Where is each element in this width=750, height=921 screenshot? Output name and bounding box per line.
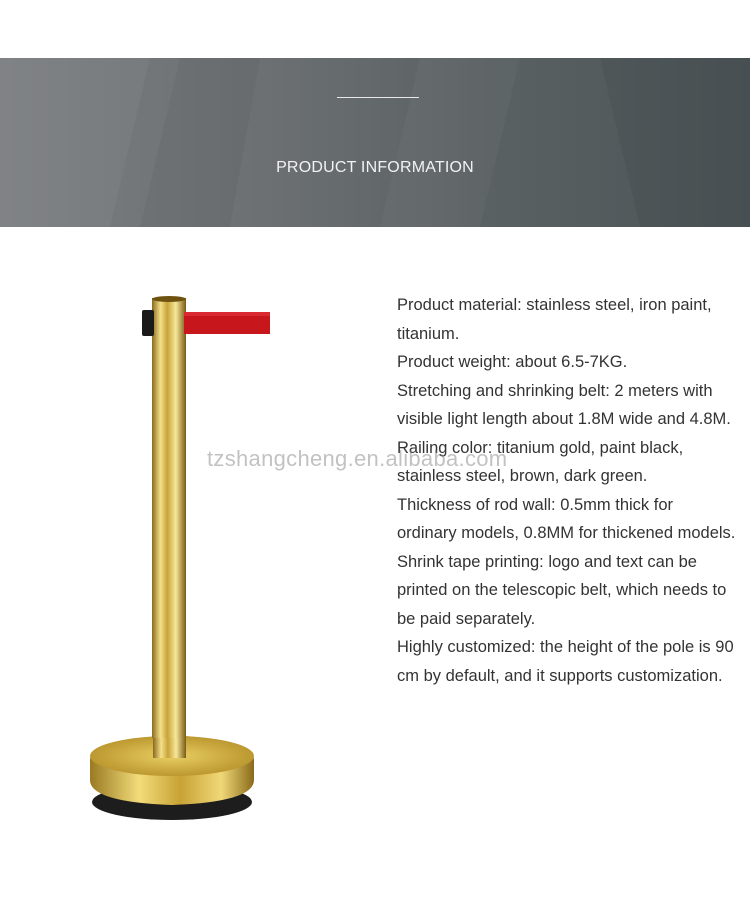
product-spec-list <box>397 291 737 690</box>
watermark: tzshangcheng.en.alibaba.com <box>207 446 508 471</box>
spec-railing-color: Railing color: titanium gold, paint black, stainless steel, brown, dark green. <box>397 438 684 485</box>
spec-weight: Product weight: about 6.5-7KG. <box>397 353 628 371</box>
spec-rod-thickness: Thickness of rod wall: 0.5mm thick for ordinary models, 0.8MM for thickened models. <box>397 495 736 542</box>
spec-customization: Highly customized: the height of the pole is 90 cm by default, and it supports customization. <box>397 638 734 685</box>
spec-tape-printing: Shrink tape printing: logo and text can be printed on the telescopic belt, which needs to be paid separately. <box>397 552 727 628</box>
banner-divider <box>337 97 419 98</box>
product-info-banner <box>0 58 750 227</box>
banner-texture <box>0 58 750 227</box>
spec-belt: Stretching and shrinking belt: 2 meters with visible light length about 1.8M wide and 4.8M. <box>397 381 731 428</box>
pole-cap <box>152 296 186 302</box>
stanchion-product-image <box>80 290 270 830</box>
spec-material: Product material: stainless steel, iron paint, titanium. <box>397 296 712 343</box>
belt-bracket <box>142 310 154 336</box>
pole <box>152 298 186 738</box>
section-title: PRODUCT INFORMATION <box>276 159 474 176</box>
